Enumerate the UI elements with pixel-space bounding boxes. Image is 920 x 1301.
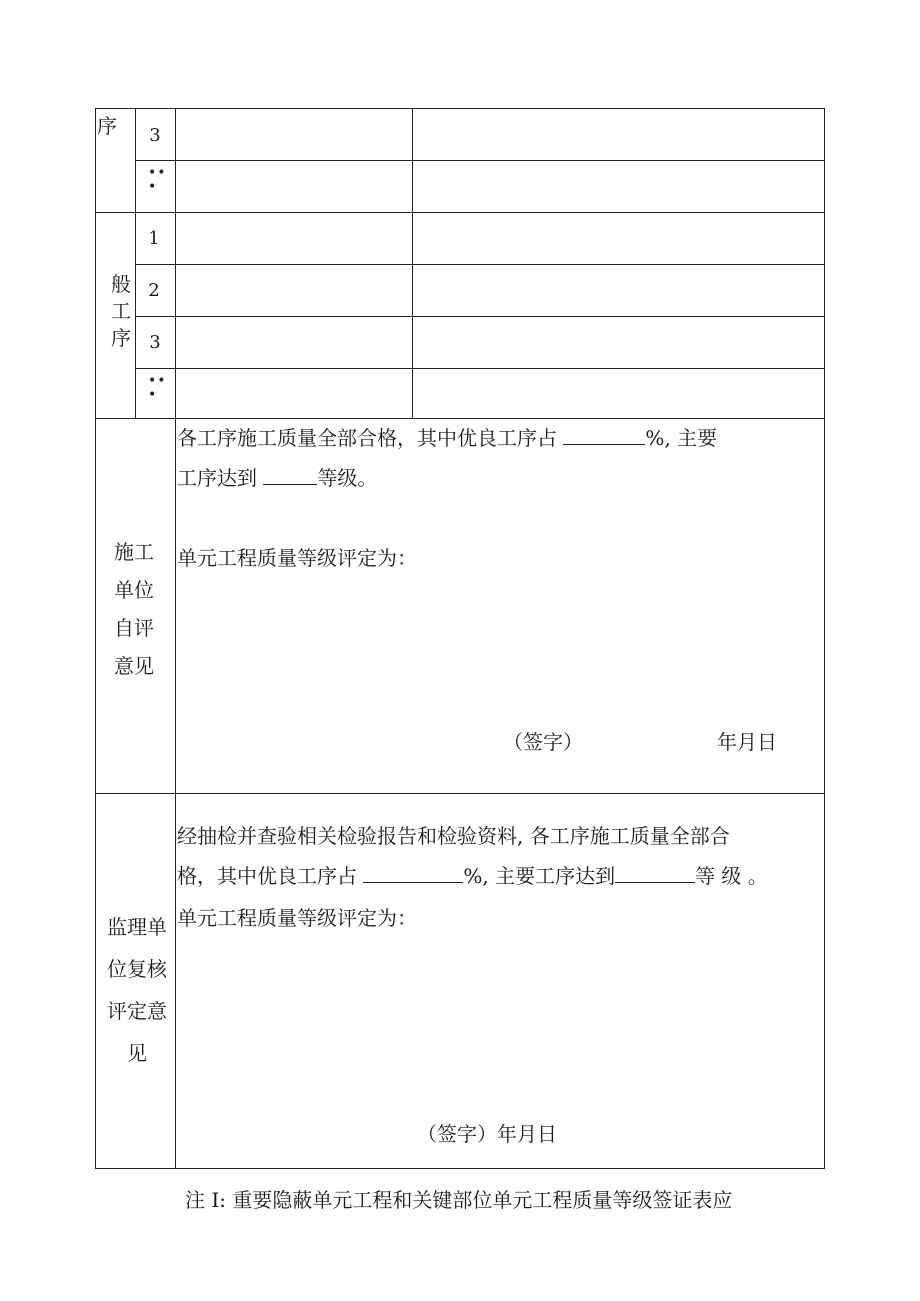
supervisor-text: %, 主要工序达到 [463,864,616,888]
row-divider [135,160,825,161]
supervisor-line-3 [177,898,417,938]
label-column-divider [175,108,176,1169]
supervisor-line-1 [177,816,730,856]
content-column-divider [412,108,413,418]
main-process-grade-blank[interactable] [615,864,695,883]
table-border-top [95,108,825,109]
supervisor-text: 等 级 。 [695,864,768,888]
supervisor-text: 单元工程质量等级评定为： [177,906,417,930]
row-index-ellipsis: •• • [148,373,167,403]
contractor-text: 各工序施工质量全部合格，其中优良工序占 [177,426,557,450]
contractor-text: 工序达到 [177,466,257,490]
contractor-text: 单元工程质量等级评定为： [177,546,417,570]
row-index: 3 [149,125,161,146]
row-index-ellipsis: •• • [148,165,167,195]
row-index: 2 [148,280,160,301]
contractor-text: 等级。 [317,466,378,490]
footnote: 注 I: 重要隐蔽单元工程和关键部位单元工程质量等级签证表应 [185,1188,733,1212]
table-border-bottom [95,1168,825,1169]
row-divider [135,264,825,265]
table-border-right [824,108,825,1169]
upper-section-label: 序 [97,114,117,138]
main-process-grade-blank[interactable] [263,466,317,485]
general-section-label: 般工序 [111,272,131,350]
contractor-text: %, 主要 [645,426,718,450]
row-divider [135,368,825,369]
section-divider [95,793,825,794]
supervisor-line-2 [177,856,768,896]
contractor-date: 年月日 [717,730,777,754]
section-divider [95,212,825,213]
index-column-divider [135,108,136,418]
excellent-rate-blank[interactable] [563,426,645,445]
row-index: 1 [148,228,160,249]
row-divider [135,316,825,317]
row-index: 3 [149,332,161,353]
supervisor-opinion-label: 监理单位复核评定意见 [107,915,167,1065]
contractor-line-2 [177,458,377,498]
contractor-line-3 [177,538,417,578]
supervisor-text: 格，其中优良工序占 [177,864,357,888]
contractor-opinion-label: 施工单位自评意见 [114,540,154,678]
evaluation-form-table [95,108,825,1169]
excellent-rate-blank[interactable] [363,864,463,883]
supervisor-text: 经抽检并查验相关检验报告和检验资料, 各工序施工质量全部合 [177,824,730,848]
table-border-left [95,108,96,1169]
contractor-line-1 [177,418,717,458]
supervisor-signature-date: （签字）年月日 [417,1122,557,1146]
contractor-signature: （签字） [503,730,583,754]
